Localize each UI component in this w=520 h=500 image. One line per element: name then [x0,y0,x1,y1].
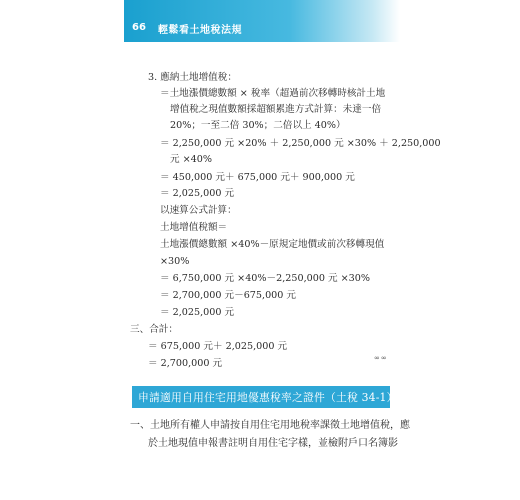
formula-line: ×30% [160,256,190,267]
item-3-heading: 3. 應納土地增值稅： [148,72,237,83]
formula-line: 土地增值稅額＝ [160,222,228,233]
formula-line: 增值稅之現值數額採超額累進方式計算：未達一倍 [170,104,382,115]
section-title: 申請適用自用住宅用地優惠稅率之證件（土稅 34-1） [138,391,398,404]
formula-line: 元 ×40% [170,154,213,165]
formula-line: 土地漲價總數額 ×40%－原規定地價或前次移轉現值 [160,239,385,250]
formula-line: ＝ 2,700,000 元 [148,358,223,369]
formula-line: ＝ 2,250,000 元 ×20% ＋ 2,250,000 元 ×30% ＋ 2,250,000 [160,138,441,149]
formula-line: ＝土地漲價總數額 × 稅率（超過前次移轉時核計土地 [160,88,386,99]
formula-line: ＝ 2,025,000 元 [160,188,235,199]
formula-line: ＝ 2,700,000 元－675,000 元 [160,290,297,301]
formula-line: ＝ 675,000 元＋ 2,025,000 元 [148,341,288,352]
end-symbol: ∞∞ [374,354,388,362]
formula-line: 以速算公式計算： [160,205,237,216]
total-heading: 三、合計： [130,324,178,335]
paragraph-line: 於土地現值申報書註明自用住宅字樣，並檢附戶口名簿影 [148,438,398,449]
section-banner [132,386,398,408]
paragraph-line: 一、土地所有權人申請按自用住宅用地稅率課徵土地增值稅，應 [130,420,410,431]
formula-line: ＝ 2,025,000 元 [160,307,235,318]
formula-line: ＝ 450,000 元＋ 675,000 元＋ 900,000 元 [160,172,355,183]
formula-line: ＝ 6,750,000 元 ×40%－2,250,000 元 ×30% [160,273,370,284]
formula-line: 20%；一至二倍 30%；二倍以上 40%） [170,120,346,131]
running-header-title: 輕鬆看土地稅法規 [158,25,242,36]
page-number: 66 [132,22,146,33]
